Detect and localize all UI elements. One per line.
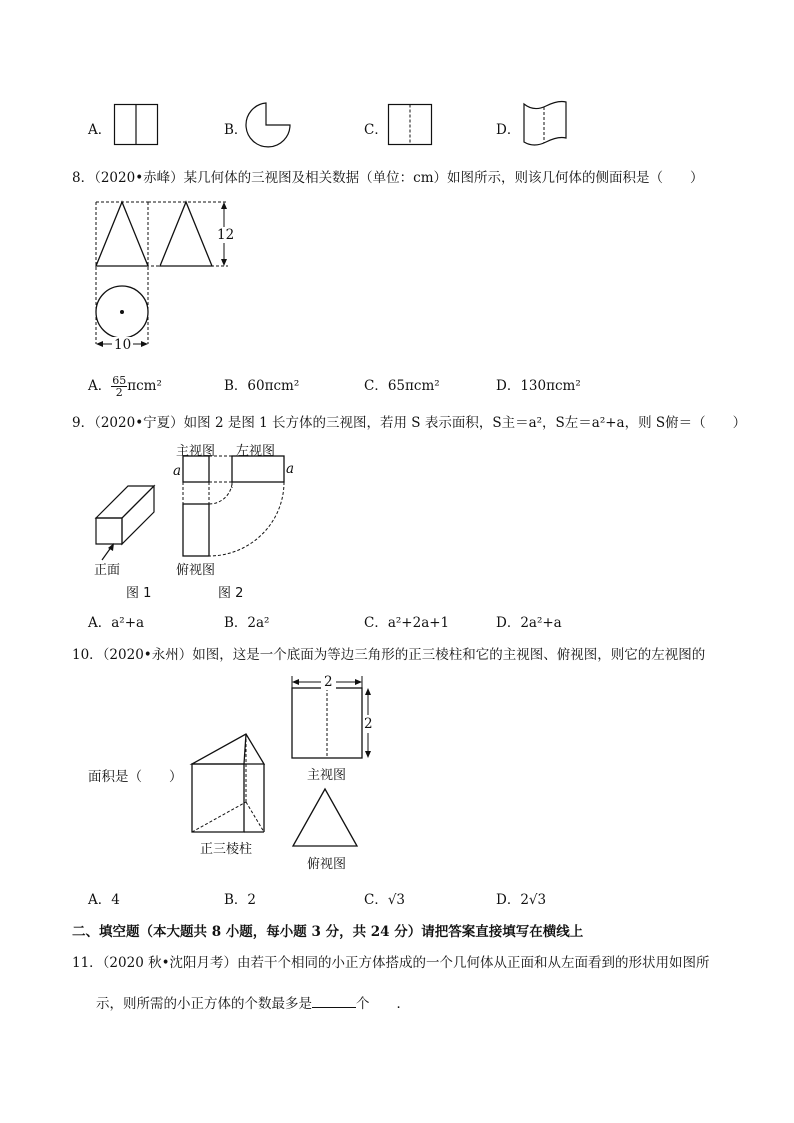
q10-top-view-figure (290, 786, 362, 850)
q8-option-d[interactable]: D．130πcm² (496, 378, 581, 394)
q11-stem: 11．（2020 秋•沈阳月考）由若干个相同的小正方体搭成的一个几何体从正面和从左面看到的形状用如图所 (72, 955, 710, 971)
q8-option-a-label: A． (88, 378, 112, 394)
q7-option-d-figure (520, 98, 572, 148)
q9-figure2-caption: 图 2 (218, 586, 244, 601)
q8-option-a-tail: πcm² (127, 378, 162, 394)
q11-stem-continued (96, 992, 410, 1012)
q9-left-view-label: 左视图 (236, 444, 276, 459)
q10-prism-figure (188, 730, 270, 834)
q10-option-a[interactable]: A．4 (88, 892, 120, 908)
q11-answer-blank[interactable] (312, 995, 356, 1008)
q9-front-view-side-label: a (173, 463, 182, 479)
q7-option-a-figure (114, 104, 160, 146)
q8-width-label: 10 (114, 337, 132, 353)
q7-option-a-label[interactable]: A． (88, 122, 112, 138)
q10-option-b[interactable]: B．2 (224, 892, 257, 908)
q9-front-face-label: 正面 (94, 563, 121, 578)
q9-stem: 9．（2020•宁夏）如图 2 是图 1 长方体的三视图，若用 S 表示面积，S主＝a²，S左＝a²+a，则 S俯＝（ ） (72, 415, 747, 431)
q11-stem-post: 个 ． (356, 996, 410, 1012)
q9-option-c[interactable]: C．a²+2a+1 (364, 615, 450, 631)
q10-top-view-label: 俯视图 (307, 857, 347, 872)
q10-stem-continued: 面积是（ ） (88, 769, 183, 785)
q9-cuboid-figure (92, 482, 162, 548)
q8-option-a-denominator: 2 (115, 386, 123, 399)
q10-stem: 10．（2020•永州）如图，这是一个底面为等边三角形的正三棱柱和它的主视图、俯视图，则它的左视图的 (72, 647, 706, 663)
q9-figure1-caption: 图 1 (126, 586, 152, 601)
q8-option-b[interactable]: B．60πcm² (224, 378, 300, 394)
q10-option-c[interactable]: C．√3 (364, 892, 406, 908)
q8-stem: 8．（2020•赤峰）某几何体的三视图及相关数据（单位：cm）如图所示，则该几何体的侧面积是（ ） (72, 170, 704, 186)
q7-option-d-label[interactable]: D． (496, 122, 521, 138)
q8-three-view-figure (90, 196, 250, 356)
q9-top-view-label: 俯视图 (176, 563, 216, 578)
q7-option-b-label[interactable]: B． (224, 122, 248, 138)
q10-height-label: 2 (364, 716, 373, 732)
q8-option-a[interactable] (88, 374, 162, 398)
q8-option-c[interactable]: C．65πcm² (364, 378, 440, 394)
q9-option-b[interactable]: B．2a² (224, 615, 270, 631)
q8-option-a-numerator: 65 (112, 374, 127, 387)
q9-option-d[interactable]: D．2a²+a (496, 615, 562, 631)
q7-option-c-figure (388, 104, 434, 146)
q10-width-label: 2 (321, 674, 336, 690)
section-2-heading: 二、填空题（本大题共 8 小题，每小题 3 分，共 24 分）请把答案直接填写在横线上 (72, 924, 584, 940)
q10-front-view-label: 主视图 (307, 768, 347, 783)
q9-left-view-side-label: a (286, 461, 295, 477)
q7-option-b-figure (244, 104, 296, 146)
q7-option-c-label[interactable]: C． (364, 122, 388, 138)
q8-height-label: 12 (217, 227, 235, 243)
q8-option-a-fraction (111, 375, 127, 398)
q11-stem-pre: 示，则所需的小正方体的个数最多是 (96, 996, 312, 1012)
q10-option-d[interactable]: D．2√3 (496, 892, 547, 908)
q9-option-a[interactable]: A．a²+a (88, 615, 145, 631)
q10-prism-label: 正三棱柱 (200, 842, 253, 857)
q9-front-view-label: 主视图 (176, 444, 216, 459)
q9-three-view-figure (178, 454, 288, 558)
